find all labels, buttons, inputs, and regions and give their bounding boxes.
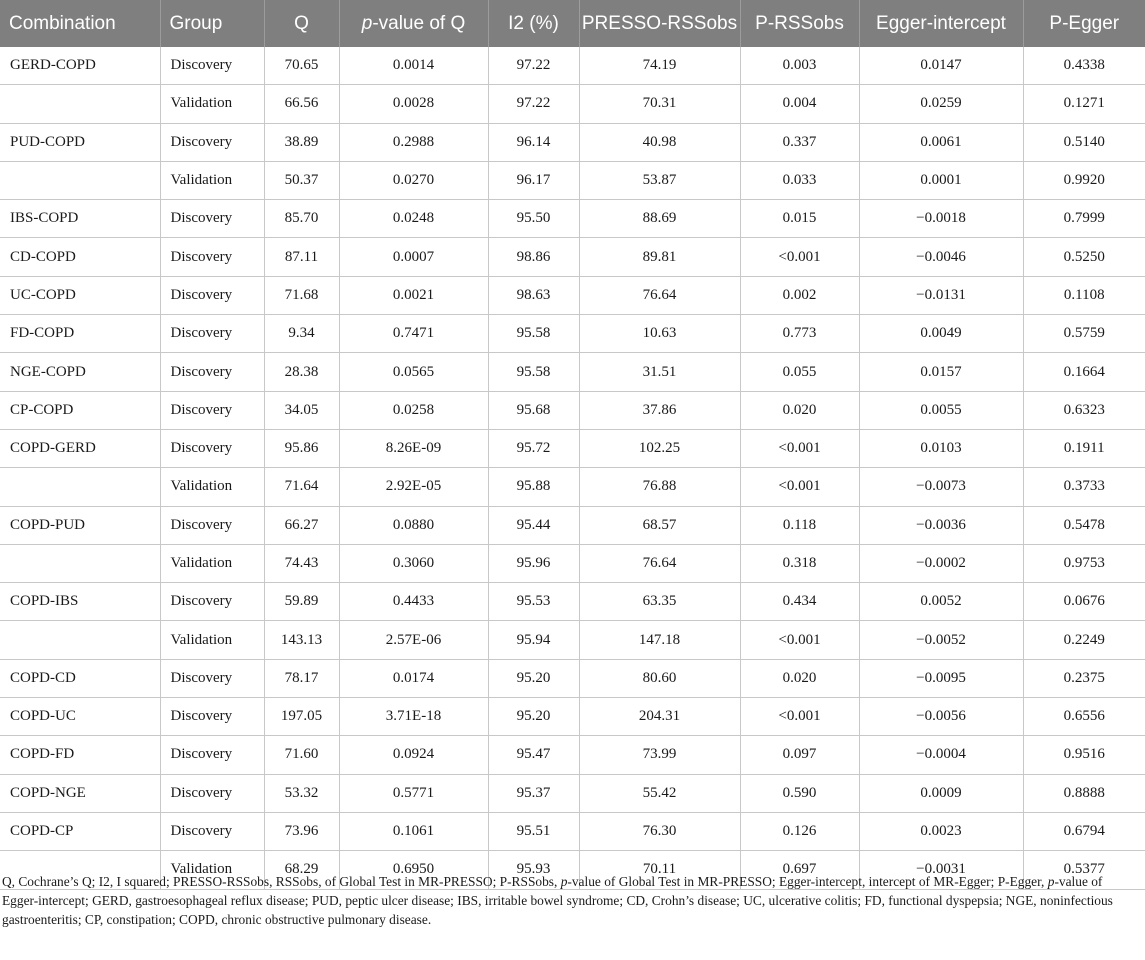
cell-p-egger: 0.1108	[1023, 276, 1145, 314]
table-row	[0, 276, 1145, 314]
cell-p-rssobs: <0.001	[740, 468, 859, 506]
cell-i2: 95.47	[488, 736, 579, 774]
cell-q: 70.65	[264, 47, 339, 85]
table-row	[0, 736, 1145, 774]
cell-q: 66.27	[264, 506, 339, 544]
cell-p-rssobs: <0.001	[740, 698, 859, 736]
cell-p-egger: 0.3733	[1023, 468, 1145, 506]
cell-i2: 95.44	[488, 506, 579, 544]
cell-presso-rssobs: 204.31	[579, 698, 740, 736]
cell-i2: 95.88	[488, 468, 579, 506]
cell-i2: 96.17	[488, 161, 579, 199]
cell-p-egger: 0.2249	[1023, 621, 1145, 659]
table-row	[0, 238, 1145, 276]
cell-combination	[0, 468, 160, 506]
cell-group: Discovery	[160, 659, 264, 697]
table-row	[0, 200, 1145, 238]
cell-combination: GERD-COPD	[0, 47, 160, 85]
cell-presso-rssobs: 73.99	[579, 736, 740, 774]
cell-combination: COPD-GERD	[0, 429, 160, 467]
cell-p-rssobs: 0.033	[740, 161, 859, 199]
p-value-header-label: -value of Q	[372, 12, 466, 34]
cell-combination: COPD-IBS	[0, 583, 160, 621]
cell-presso-rssobs: 76.88	[579, 468, 740, 506]
cell-p-value-of-q: 0.4433	[339, 583, 488, 621]
cell-group: Discovery	[160, 123, 264, 161]
cell-q: 28.38	[264, 353, 339, 391]
cell-q: 38.89	[264, 123, 339, 161]
cell-egger-intercept: 0.0023	[859, 812, 1023, 850]
header-i2: I2 (%)	[488, 0, 579, 47]
cell-p-egger: 0.1271	[1023, 85, 1145, 123]
footnote-italic-p-2: p	[1047, 874, 1055, 889]
cell-p-egger: 0.9753	[1023, 544, 1145, 582]
cell-p-egger: 0.5250	[1023, 238, 1145, 276]
cell-p-egger: 0.0676	[1023, 583, 1145, 621]
cell-p-value-of-q: 8.26E-09	[339, 429, 488, 467]
cell-egger-intercept: 0.0001	[859, 161, 1023, 199]
cell-p-value-of-q: 2.57E-06	[339, 621, 488, 659]
cell-combination: COPD-FD	[0, 736, 160, 774]
table-header-row	[0, 0, 1145, 47]
cell-egger-intercept: 0.0009	[859, 774, 1023, 812]
cell-presso-rssobs: 102.25	[579, 429, 740, 467]
header-presso-rssobs: PRESSO-RSSobs	[579, 0, 740, 47]
cell-egger-intercept: −0.0052	[859, 621, 1023, 659]
cell-i2: 98.86	[488, 238, 579, 276]
cell-presso-rssobs: 55.42	[579, 774, 740, 812]
cell-p-rssobs: 0.118	[740, 506, 859, 544]
cell-p-egger: 0.6794	[1023, 812, 1145, 850]
cell-i2: 98.63	[488, 276, 579, 314]
table-row	[0, 85, 1145, 123]
cell-p-egger: 0.5478	[1023, 506, 1145, 544]
cell-p-value-of-q: 0.0924	[339, 736, 488, 774]
cell-i2: 95.20	[488, 698, 579, 736]
table-row	[0, 353, 1145, 391]
cell-p-rssobs: 0.126	[740, 812, 859, 850]
cell-p-rssobs: <0.001	[740, 238, 859, 276]
header-p-egger: P-Egger	[1023, 0, 1145, 47]
cell-i2: 95.53	[488, 583, 579, 621]
cell-combination: FD-COPD	[0, 315, 160, 353]
cell-p-rssobs: 0.697	[740, 851, 859, 889]
cell-group: Discovery	[160, 506, 264, 544]
cell-q: 34.05	[264, 391, 339, 429]
cell-group: Discovery	[160, 812, 264, 850]
cell-p-rssobs: <0.001	[740, 429, 859, 467]
cell-egger-intercept: 0.0103	[859, 429, 1023, 467]
cell-group: Validation	[160, 85, 264, 123]
cell-combination: NGE-COPD	[0, 353, 160, 391]
cell-group: Validation	[160, 161, 264, 199]
header-q: Q	[264, 0, 339, 47]
footnote-text-1: Q, Cochrane’s Q; I2, I squared; PRESSO-RSSobs, RSSobs, of Global Test in MR-PRESSO; P-RSSobs,	[2, 874, 561, 889]
cell-presso-rssobs: 147.18	[579, 621, 740, 659]
cell-group: Discovery	[160, 698, 264, 736]
cell-p-rssobs: 0.318	[740, 544, 859, 582]
cell-combination	[0, 544, 160, 582]
cell-p-value-of-q: 0.0014	[339, 47, 488, 85]
cell-p-egger: 0.2375	[1023, 659, 1145, 697]
footnote-italic-p-1: p	[560, 874, 568, 889]
p-italic: p	[361, 12, 373, 34]
cell-q: 66.56	[264, 85, 339, 123]
cell-q: 74.43	[264, 544, 339, 582]
cell-i2: 97.22	[488, 85, 579, 123]
cell-p-value-of-q: 0.0270	[339, 161, 488, 199]
cell-p-value-of-q: 0.2988	[339, 123, 488, 161]
cell-p-rssobs: 0.097	[740, 736, 859, 774]
cell-i2: 95.58	[488, 353, 579, 391]
table-row	[0, 429, 1145, 467]
cell-p-value-of-q: 0.0021	[339, 276, 488, 314]
cell-combination	[0, 161, 160, 199]
table-row	[0, 161, 1145, 199]
cell-egger-intercept: −0.0004	[859, 736, 1023, 774]
cell-q: 78.17	[264, 659, 339, 697]
cell-egger-intercept: −0.0131	[859, 276, 1023, 314]
cell-presso-rssobs: 74.19	[579, 47, 740, 85]
cell-i2: 95.68	[488, 391, 579, 429]
cell-p-egger: 0.1664	[1023, 353, 1145, 391]
cell-presso-rssobs: 40.98	[579, 123, 740, 161]
cell-p-egger: 0.5377	[1023, 851, 1145, 889]
cell-egger-intercept: 0.0147	[859, 47, 1023, 85]
cell-presso-rssobs: 80.60	[579, 659, 740, 697]
table-body	[0, 47, 1145, 889]
table-row	[0, 812, 1145, 850]
cell-presso-rssobs: 37.86	[579, 391, 740, 429]
cell-combination: COPD-UC	[0, 698, 160, 736]
cell-i2: 96.14	[488, 123, 579, 161]
cell-group: Discovery	[160, 315, 264, 353]
cell-presso-rssobs: 10.63	[579, 315, 740, 353]
cell-group: Discovery	[160, 276, 264, 314]
cell-group: Validation	[160, 468, 264, 506]
cell-presso-rssobs: 88.69	[579, 200, 740, 238]
cell-p-egger: 0.1911	[1023, 429, 1145, 467]
cell-p-value-of-q: 0.0007	[339, 238, 488, 276]
table-row	[0, 659, 1145, 697]
cell-p-rssobs: <0.001	[740, 621, 859, 659]
cell-q: 73.96	[264, 812, 339, 850]
cell-presso-rssobs: 68.57	[579, 506, 740, 544]
cell-p-value-of-q: 0.3060	[339, 544, 488, 582]
cell-p-egger: 0.7999	[1023, 200, 1145, 238]
cell-combination: PUD-COPD	[0, 123, 160, 161]
table-row	[0, 583, 1145, 621]
table-row	[0, 621, 1145, 659]
cell-i2: 95.72	[488, 429, 579, 467]
cell-p-value-of-q: 0.0565	[339, 353, 488, 391]
cell-i2: 95.93	[488, 851, 579, 889]
cell-p-value-of-q: 0.0248	[339, 200, 488, 238]
cell-egger-intercept: −0.0046	[859, 238, 1023, 276]
cell-presso-rssobs: 70.11	[579, 851, 740, 889]
cell-p-value-of-q: 2.92E-05	[339, 468, 488, 506]
header-p-value-of-q	[339, 0, 488, 47]
cell-combination: COPD-CD	[0, 659, 160, 697]
cell-p-rssobs: 0.003	[740, 47, 859, 85]
cell-p-value-of-q: 0.7471	[339, 315, 488, 353]
cell-p-value-of-q: 0.0880	[339, 506, 488, 544]
cell-egger-intercept: 0.0055	[859, 391, 1023, 429]
cell-q: 71.60	[264, 736, 339, 774]
cell-i2: 97.22	[488, 47, 579, 85]
table-row	[0, 47, 1145, 85]
cell-egger-intercept: −0.0095	[859, 659, 1023, 697]
cell-presso-rssobs: 76.30	[579, 812, 740, 850]
cell-egger-intercept: 0.0157	[859, 353, 1023, 391]
cell-combination: CD-COPD	[0, 238, 160, 276]
cell-egger-intercept: −0.0056	[859, 698, 1023, 736]
cell-group: Discovery	[160, 47, 264, 85]
cell-p-egger: 0.5759	[1023, 315, 1145, 353]
cell-p-value-of-q: 0.1061	[339, 812, 488, 850]
cell-p-egger: 0.9920	[1023, 161, 1145, 199]
cell-group: Validation	[160, 621, 264, 659]
cell-p-value-of-q: 0.5771	[339, 774, 488, 812]
cell-p-egger: 0.9516	[1023, 736, 1145, 774]
cell-q: 50.37	[264, 161, 339, 199]
cell-group: Discovery	[160, 200, 264, 238]
cell-presso-rssobs: 31.51	[579, 353, 740, 391]
table-row	[0, 544, 1145, 582]
cell-p-rssobs: 0.773	[740, 315, 859, 353]
table-row	[0, 123, 1145, 161]
cell-egger-intercept: 0.0259	[859, 85, 1023, 123]
cell-presso-rssobs: 53.87	[579, 161, 740, 199]
cell-q: 87.11	[264, 238, 339, 276]
cell-p-value-of-q: 0.0174	[339, 659, 488, 697]
cell-group: Discovery	[160, 238, 264, 276]
table-row	[0, 391, 1145, 429]
cell-combination: COPD-CP	[0, 812, 160, 850]
cell-q: 68.29	[264, 851, 339, 889]
cell-p-value-of-q: 0.0028	[339, 85, 488, 123]
cell-presso-rssobs: 89.81	[579, 238, 740, 276]
cell-p-value-of-q: 3.71E-18	[339, 698, 488, 736]
cell-egger-intercept: 0.0052	[859, 583, 1023, 621]
cell-p-rssobs: 0.002	[740, 276, 859, 314]
cell-presso-rssobs: 70.31	[579, 85, 740, 123]
cell-presso-rssobs: 76.64	[579, 544, 740, 582]
cell-presso-rssobs: 76.64	[579, 276, 740, 314]
cell-i2: 95.50	[488, 200, 579, 238]
cell-combination: IBS-COPD	[0, 200, 160, 238]
cell-q: 53.32	[264, 774, 339, 812]
cell-presso-rssobs: 63.35	[579, 583, 740, 621]
table-row	[0, 315, 1145, 353]
cell-i2: 95.58	[488, 315, 579, 353]
header-egger-intercept: Egger-intercept	[859, 0, 1023, 47]
cell-egger-intercept: −0.0073	[859, 468, 1023, 506]
cell-i2: 95.96	[488, 544, 579, 582]
cell-q: 143.13	[264, 621, 339, 659]
cell-i2: 95.94	[488, 621, 579, 659]
cell-group: Discovery	[160, 583, 264, 621]
cell-p-value-of-q: 0.0258	[339, 391, 488, 429]
cell-p-egger: 0.6556	[1023, 698, 1145, 736]
cell-combination: CP-COPD	[0, 391, 160, 429]
cell-q: 59.89	[264, 583, 339, 621]
cell-combination: UC-COPD	[0, 276, 160, 314]
cell-group: Discovery	[160, 353, 264, 391]
table-footnote	[2, 872, 1140, 929]
header-group: Group	[160, 0, 264, 47]
cell-p-rssobs: 0.015	[740, 200, 859, 238]
cell-egger-intercept: −0.0002	[859, 544, 1023, 582]
cell-p-rssobs: 0.434	[740, 583, 859, 621]
cell-group: Discovery	[160, 429, 264, 467]
footnote-text-2: -value of Global Test in MR-PRESSO; Egger-intercept, intercept of MR-Egger; P-Egger,	[567, 874, 1048, 889]
cell-q: 71.64	[264, 468, 339, 506]
cell-i2: 95.20	[488, 659, 579, 697]
cell-egger-intercept: 0.0061	[859, 123, 1023, 161]
cell-combination: COPD-PUD	[0, 506, 160, 544]
cell-p-egger: 0.8888	[1023, 774, 1145, 812]
cell-p-rssobs: 0.020	[740, 659, 859, 697]
cell-egger-intercept: −0.0036	[859, 506, 1023, 544]
cell-group: Discovery	[160, 736, 264, 774]
table-row	[0, 506, 1145, 544]
cell-combination	[0, 621, 160, 659]
cell-i2: 95.51	[488, 812, 579, 850]
header-combination: Combination	[0, 0, 160, 47]
cell-group: Discovery	[160, 391, 264, 429]
footnote-text-3: -value of Egger-intercept; GERD, gastroesophageal reflux disease; PUD, peptic ulcer disease; IBS, irritable bowel syndrome; CD, Crohn’s disease; UC, ulcerative colitis; FD, functional dyspepsia; NGE, noninfectious gastroenteritis; CP, constipation; COPD, chronic obstructive pulmonary disease.	[2, 874, 1113, 927]
cell-q: 85.70	[264, 200, 339, 238]
cell-q: 71.68	[264, 276, 339, 314]
cell-p-egger: 0.6323	[1023, 391, 1145, 429]
cell-egger-intercept: 0.0049	[859, 315, 1023, 353]
table-row	[0, 774, 1145, 812]
cell-p-egger: 0.4338	[1023, 47, 1145, 85]
table-row	[0, 698, 1145, 736]
cell-group: Validation	[160, 544, 264, 582]
cell-p-rssobs: 0.590	[740, 774, 859, 812]
cell-q: 9.34	[264, 315, 339, 353]
table-row	[0, 468, 1145, 506]
cell-p-rssobs: 0.337	[740, 123, 859, 161]
cell-q: 197.05	[264, 698, 339, 736]
header-p-rssobs: P-RSSobs	[740, 0, 859, 47]
cell-p-rssobs: 0.004	[740, 85, 859, 123]
cell-group: Validation	[160, 851, 264, 889]
cell-i2: 95.37	[488, 774, 579, 812]
cell-egger-intercept: −0.0031	[859, 851, 1023, 889]
cell-q: 95.86	[264, 429, 339, 467]
cell-p-egger: 0.5140	[1023, 123, 1145, 161]
cell-p-rssobs: 0.055	[740, 353, 859, 391]
cell-p-value-of-q: 0.6950	[339, 851, 488, 889]
cell-egger-intercept: −0.0018	[859, 200, 1023, 238]
cell-group: Discovery	[160, 774, 264, 812]
cell-combination	[0, 85, 160, 123]
cell-combination: COPD-NGE	[0, 774, 160, 812]
cell-p-rssobs: 0.020	[740, 391, 859, 429]
